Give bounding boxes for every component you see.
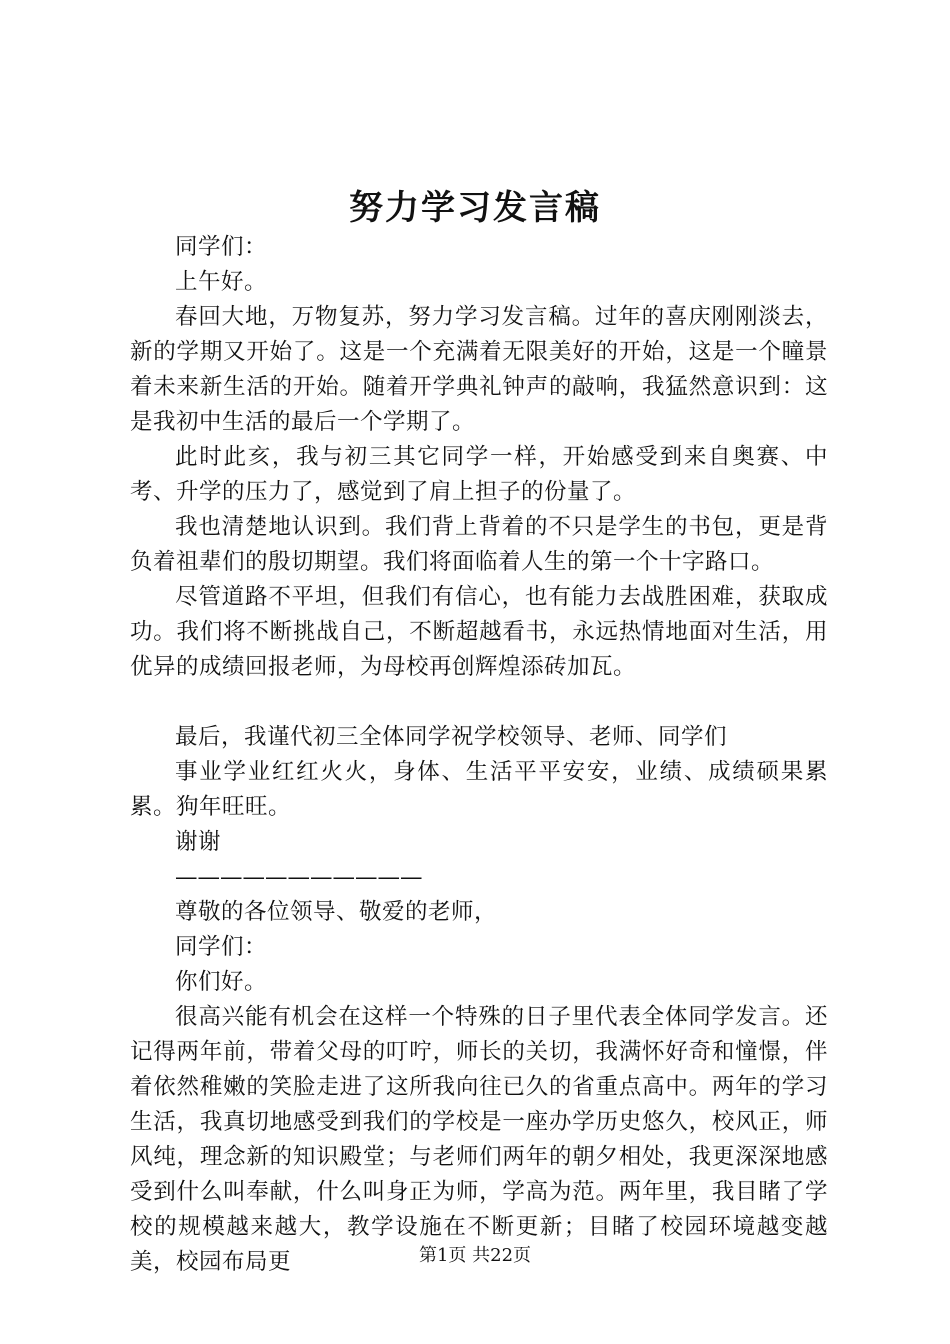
paragraph: 很高兴能有机会在这样一个特殊的日子里代表全体同学发言。还记得两年前，带着父母的叮咛，师长的关切，我满怀好奇和憧憬，伴着依然稚嫩的笑脸走进了这所我向往已久的省重点高中。两年的学习生活，我真切地感受到我们的学校是一座办学历史悠久，校风正，师风纯，理念新的知识殿堂；与老师们两年的朝夕相处，我更深深地感受到什么叫奉献，什么叫身正为师，学高为范。两年里，我目睹了学校的规模越来越大，教学设施在不断更新；目睹了校园环境越变越美，校园布局更 [130,1004,828,1275]
paragraph: 春回大地，万物复苏，努力学习发言稿。过年的喜庆刚刚淡去，新的学期又开始了。这是一个充满着无限美好的开始，这是一个瞳景着未来新生活的开始。随着开学典礼钟声的敲响，我猛然意识到：这是我初中生活的最后一个学期了。 [130,304,828,435]
paragraph: 此时此亥，我与初三其它同学一样，开始感受到来自奥赛、中考、升学的压力了，感觉到了肩上担子的份量了。 [130,444,828,505]
document-title: 努力学习发言稿 [349,188,601,228]
paragraph: 谢谢 [175,829,222,855]
paragraph: 上午好。 [175,269,268,295]
paragraph: 同学们： [175,234,268,260]
paragraph: 你们好。 [175,969,268,995]
paragraph: 尽管道路不平坦，但我们有信心，也有能力去战胜困难，获取成功。我们将不断挑战自己，不断超越看书，永远热情地面对生活，用优异的成绩回报老师，为母校再创辉煌添砖加瓦。 [130,584,828,680]
paragraph: 我也清楚地认识到。我们背上背着的不只是学生的书包，更是背负着祖辈们的殷切期望。我们将面临着人生的第一个十字路口。 [130,514,828,575]
separator-line: ——————————— [175,864,423,890]
page-footer: 第1页 共22页 [418,1245,532,1266]
paragraph: 尊敬的各位领导、敬爱的老师， [175,899,498,925]
blank-line [130,685,828,720]
paragraph: 最后，我谨代初三全体同学祝学校领导、老师、同学们 [175,724,728,750]
paragraph: 事业学业红红火火，身体、生活平平安安，业绩、成绩硕果累累。狗年旺旺。 [130,759,828,820]
paragraph: 同学们： [175,934,268,960]
document-body [130,230,828,1280]
